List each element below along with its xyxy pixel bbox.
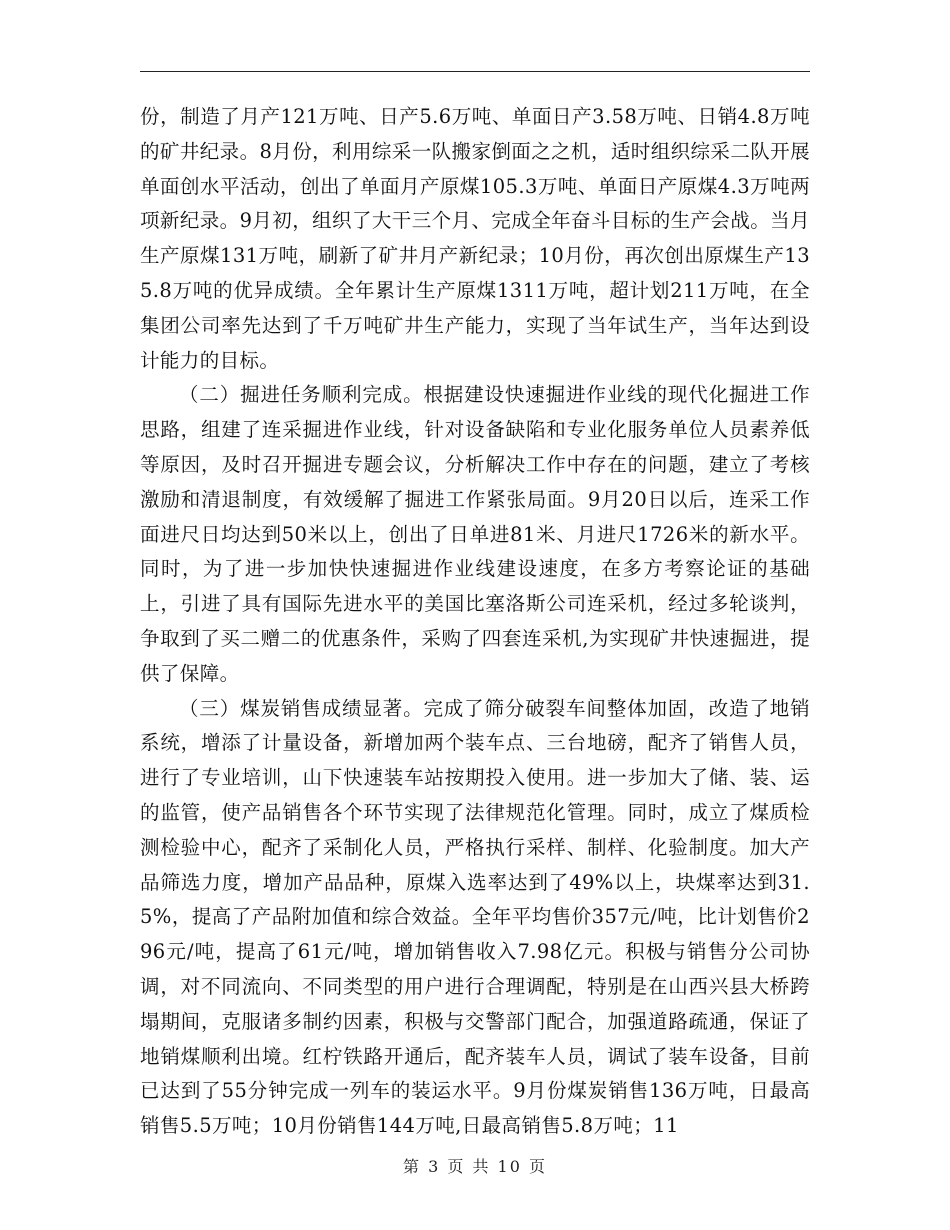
page-number-footer: 第 3 页 共 10 页 — [403, 1157, 547, 1176]
document-body — [140, 100, 810, 1144]
paragraph-tunneling: （二）掘进任务顺利完成。根据建设快速掘进作业线的现代化掘进工作思路，组建了连采掘进作业线，针对设备缺陷和专业化服务单位人员素养低等原因，及时召开掘进专题会议，分析解决工作中存在的问题，建立了考核激励和清退制度，有效缓解了掘进工作紧张局面。9月20日以后，连采工作面进尺日均达到50米以上，创出了日单进81米、月进尺1726米的新水平。同时，为了进一步加快快速掘进作业线建设速度，在多方考察论证的基础上，引进了具有国际先进水平的美国比塞洛斯公司连采机，经过多轮谈判，争取到了买二赠二的优惠条件，采购了四套连采机,为实现矿井快速掘进，提供了保障。 — [140, 383, 810, 685]
header-rule — [140, 71, 810, 72]
paragraph-coal-sales: （三）煤炭销售成绩显著。完成了筛分破裂车间整体加固，改造了地销系统，增添了计量设备，新增加两个装车点、三台地磅，配齐了销售人员，进行了专业培训，山下快速装车站按期投入使用。进一步加大了储、装、运的监管，使产品销售各个环节实现了法律规范化管理。同时，成立了煤质检测检验中心，配齐了采制化人员，严格执行采样、制样、化验制度。加大产品筛选力度，增加产品品种，原煤入选率达到了49%以上，块煤率达到31.5%，提高了产品附加值和综合效益。全年平均售价357元/吨，比计划售价296元/吨，提高了61元/吨，增加销售收入7.98亿元。积极与销售分公司协调，对不同流向、不同类型的用户进行合理调配，特别是在山西兴县大桥跨塌期间，克服诸多制约因素，积极与交警部门配合，加强道路疏通，保证了地销煤顺利出境。红柠铁路开通后，配齐装车人员，调试了装车设备，目前已达到了55分钟完成一列车的装运水平。9月份煤炭销售136万吨，日最高销售5.5万吨；10月份销售144万吨,日最高销售5.8万吨；11 — [140, 696, 810, 1138]
paragraph-production: 份，制造了月产121万吨、日产5.6万吨、单面日产3.58万吨、日销4.8万吨的矿井纪录。8月份，利用综采一队搬家倒面之之机，适时组织综采二队开展单面创水平活动，创出了单面月产原煤105.3万吨、单面日产原煤4.3万吨两项新纪录。9月初，组织了大干三个月、完成全年奋斗目标的生产会战。当月生产原煤131万吨，刷新了矿井月产新纪录；10月份，再次创出原煤生产135.8万吨的优异成绩。全年累计生产原煤1311万吨，超计划211万吨，在全集团公司率先达到了千万吨矿井生产能力，实现了当年试生产，当年达到设计能力的目标。 — [140, 105, 810, 372]
